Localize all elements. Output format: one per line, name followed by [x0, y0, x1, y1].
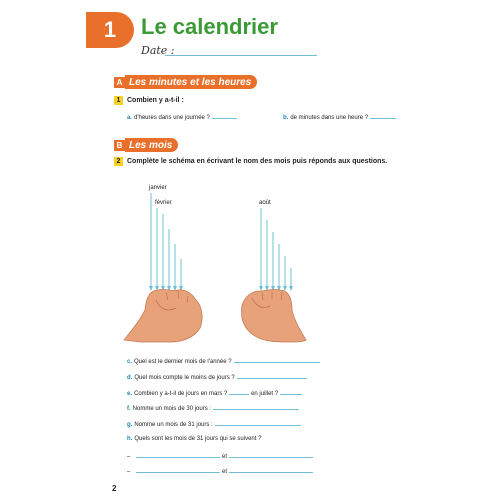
pair-conj: et [222, 454, 228, 460]
item-text: Combien y a-t-il de jours en mars ? [134, 391, 228, 397]
left-hand-connectors [151, 193, 181, 288]
item-letter: b. [283, 115, 289, 121]
answer-blank-second[interactable] [229, 467, 313, 473]
item-letter: f. [127, 406, 131, 412]
question-1-number: 1 [114, 96, 123, 105]
answer-blank-first[interactable] [136, 452, 220, 458]
pair-dash: – [127, 454, 131, 460]
answer-blank[interactable] [237, 373, 307, 379]
answer-blank-mars[interactable] [229, 389, 249, 395]
question-2h [127, 436, 261, 442]
right-fist-illustration [241, 289, 306, 342]
question-2d [127, 373, 307, 381]
section-b-letter: B [114, 140, 125, 151]
question-2e [127, 389, 302, 397]
item-letter: d. [127, 375, 133, 381]
month-label-fevrier: février [155, 200, 172, 206]
month-label-janvier: janvier [149, 185, 167, 191]
answer-blank-juillet[interactable] [280, 389, 302, 395]
question-2g [127, 420, 301, 428]
item-letter: h. [127, 436, 133, 442]
item-mid-text: en juillet ? [251, 391, 279, 397]
item-text: Quel mois compte le moins de jours ? [134, 375, 235, 381]
question-2-text: Complète le schéma en écrivant le nom des mois puis réponds aux questions. [127, 158, 388, 165]
item-text: Nomme un mois de 30 jours : [132, 406, 212, 412]
item-text: Quels sont les mois de 31 jours qui se suivent ? [134, 436, 262, 442]
item-text: Nomme un mois de 31 jours : [134, 422, 213, 428]
lesson-number-badge: 1 [86, 12, 134, 48]
left-fist-illustration [124, 289, 202, 342]
item-letter: c. [127, 359, 133, 365]
month-label-aout: août [259, 200, 271, 206]
answer-blank[interactable] [234, 357, 320, 363]
question-1-text: Combien y a-t-il : [127, 97, 184, 104]
item-letter: g. [127, 422, 133, 428]
section-a-letter: A [114, 77, 125, 88]
pair-dash: – [127, 469, 131, 475]
lesson-title: Le calendrier [141, 14, 278, 39]
pair-conj: et [222, 469, 228, 475]
question-2f [127, 404, 299, 412]
answer-blank-second[interactable] [229, 452, 313, 458]
answer-blank[interactable] [215, 420, 301, 426]
pair-line-2 [127, 467, 313, 475]
date-label: Date : [141, 44, 175, 57]
question-2-number: 2 [114, 157, 123, 166]
section-b-title: Les mois [125, 138, 178, 152]
item-letter: e. [127, 391, 133, 397]
item-text: d'heures dans une journée ? [134, 115, 210, 121]
page-number: 2 [112, 484, 117, 493]
question-2c [127, 357, 320, 365]
answer-blank[interactable] [213, 404, 299, 410]
section-a-title: Les minutes et les heures [125, 75, 257, 89]
pair-line-1 [127, 452, 313, 460]
right-hand-connectors [261, 208, 291, 288]
item-text: Quel est le dernier mois de l'année ? [134, 359, 232, 365]
item-text: de minutes dans une heure ? [290, 115, 369, 121]
item-letter: a. [127, 115, 133, 121]
answer-blank-first[interactable] [136, 467, 220, 473]
